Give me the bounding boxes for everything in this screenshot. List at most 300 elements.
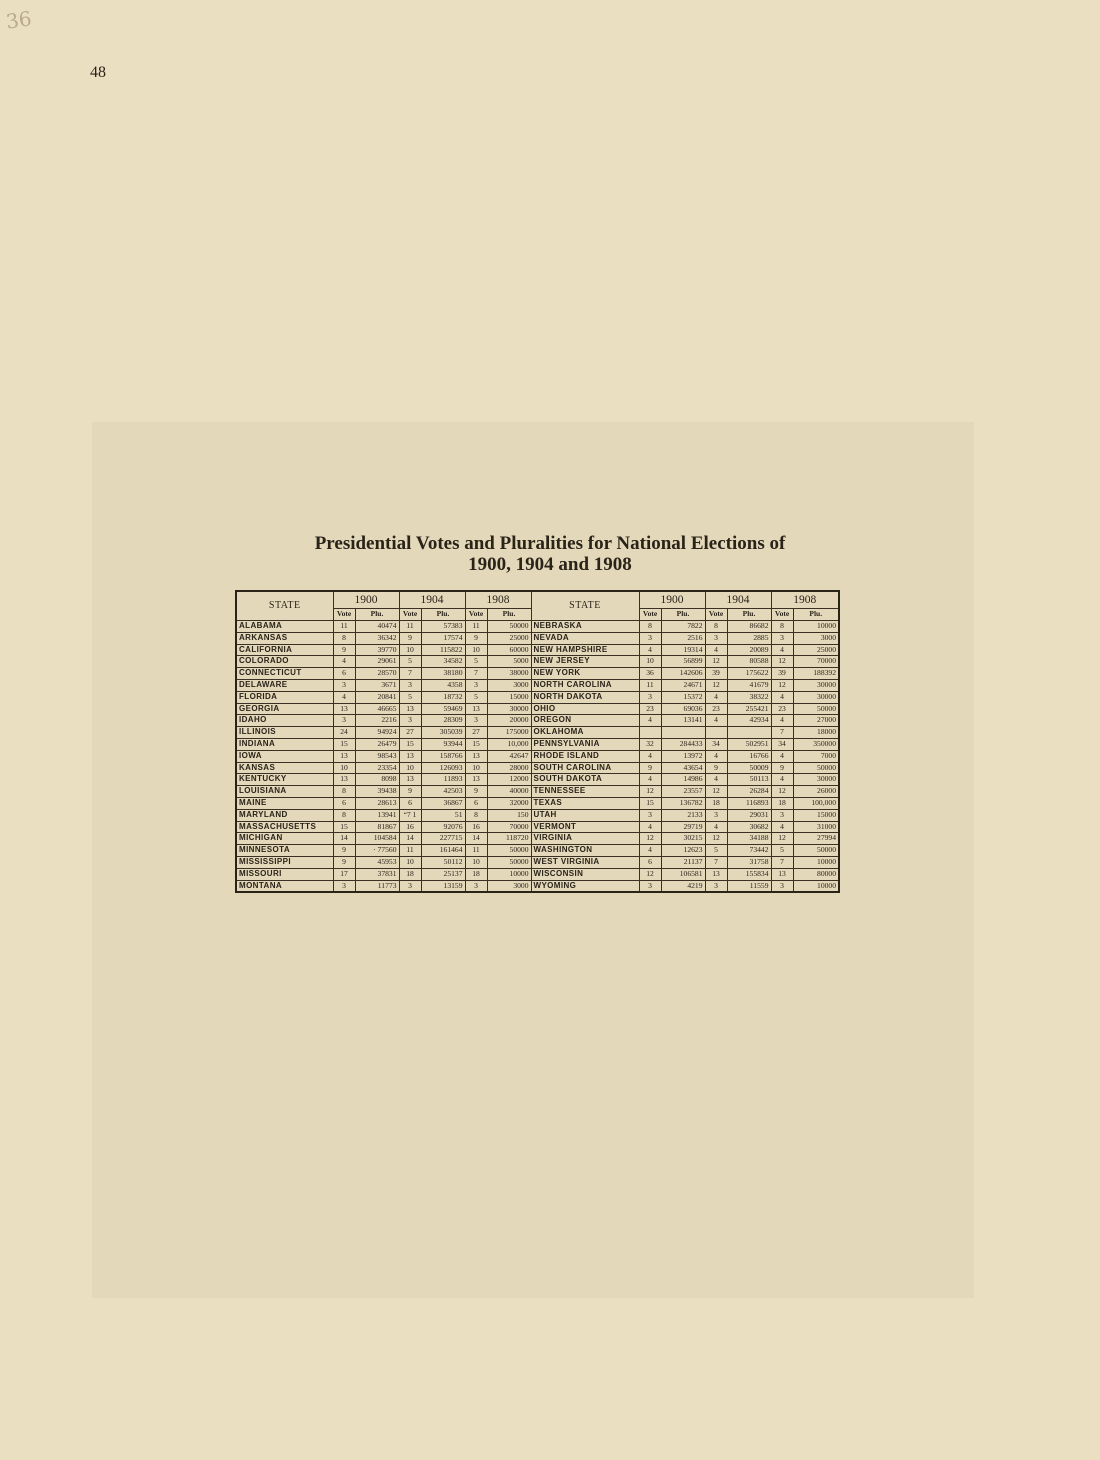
left-plu-cell: 18732 [421,691,465,703]
left-state-name: CALIFORNIA [236,644,333,656]
left-vote-cell: 3 [399,679,421,691]
right-state-name: UTAH [531,809,639,821]
right-plu-cell: 12623 [661,845,705,857]
right-vote-cell [639,727,661,739]
right-plu-cell: 15000 [793,809,839,821]
left-plu-cell: 4358 [421,679,465,691]
left-vote-cell: 14 [333,833,355,845]
left-vote-cell: 6 [465,797,487,809]
right-vote-cell: 4 [705,644,727,656]
right-plu-cell: 27000 [793,715,839,727]
left-vote-cell: 13 [333,774,355,786]
right-plu-cell: 10000 [793,880,839,892]
right-vote-cell: 3 [705,809,727,821]
table-row [236,621,839,633]
left-vote-cell: 14 [465,833,487,845]
left-vote-cell: 10 [399,856,421,868]
right-vote-cell: 11 [639,679,661,691]
left-state-name: IDAHO [236,715,333,727]
right-plu-cell: 38322 [727,691,771,703]
right-vote-cell: 5 [771,845,793,857]
right-plu-cell: 14986 [661,774,705,786]
left-vote-cell: 9 [333,845,355,857]
left-plu-cell: 70000 [487,821,531,833]
left-plu-cell: 50000 [487,845,531,857]
right-plu-cell: 350000 [793,738,839,750]
right-plu-cell: 23557 [661,786,705,798]
left-plu-cell: 118720 [487,833,531,845]
left-plu-cell: 25000 [487,632,531,644]
left-vote-cell: 16 [399,821,421,833]
right-vote-cell: 10 [639,656,661,668]
right-plu-cell: 116893 [727,797,771,809]
left-plu-cell: 10000 [487,868,531,880]
left-state-name: MISSOURI [236,868,333,880]
right-vote-cell: 4 [639,821,661,833]
right-plu-cell: 41679 [727,679,771,691]
right-plu-cell: 50000 [793,845,839,857]
left-vote-cell: 13 [465,774,487,786]
left-plu-cell: 81867 [355,821,399,833]
left-vote-cell: “7 1 [399,809,421,821]
right-vote-cell: 4 [639,715,661,727]
left-plu-cell: 20841 [355,691,399,703]
year-header-right-1900: 1900 [639,591,705,609]
left-plu-cell: 60000 [487,644,531,656]
table-row [236,668,839,680]
right-plu-cell: 42934 [727,715,771,727]
left-plu-cell: 3000 [487,880,531,892]
plu-header: Plu. [487,609,531,621]
right-vote-cell: 4 [705,774,727,786]
right-state-name: SOUTH DAKOTA [531,774,639,786]
left-vote-cell: 15 [399,738,421,750]
table-row [236,691,839,703]
left-plu-cell: 15000 [487,691,531,703]
left-plu-cell: 28000 [487,762,531,774]
right-plu-cell: 50000 [793,703,839,715]
right-plu-cell: 30215 [661,833,705,845]
left-vote-cell: 16 [465,821,487,833]
table-row [236,762,839,774]
table-row [236,809,839,821]
right-plu-cell: 70000 [793,656,839,668]
right-vote-cell: 4 [771,750,793,762]
table-row [236,880,839,892]
table-body [236,621,839,893]
left-plu-cell: 34582 [421,656,465,668]
left-vote-cell: 3 [465,679,487,691]
vote-header: Vote [465,609,487,621]
right-state-name: VERMONT [531,821,639,833]
left-plu-cell: 42503 [421,786,465,798]
year-header-right-1908: 1908 [771,591,839,609]
left-state-name: DELAWARE [236,679,333,691]
table-row [236,644,839,656]
left-plu-cell: 11893 [421,774,465,786]
left-plu-cell: 50000 [487,856,531,868]
right-plu-cell: 24671 [661,679,705,691]
right-plu-cell: 10000 [793,856,839,868]
right-vote-cell: 9 [639,762,661,774]
year-header-left-1900: 1900 [333,591,399,609]
year-header-right-1904: 1904 [705,591,771,609]
plu-header: Plu. [793,609,839,621]
right-vote-cell [705,727,727,739]
right-state-name: NEW YORK [531,668,639,680]
right-vote-cell: 9 [705,762,727,774]
left-plu-cell: 26479 [355,738,399,750]
left-plu-cell: 150 [487,809,531,821]
left-vote-cell: 5 [465,656,487,668]
right-vote-cell: 36 [639,668,661,680]
left-state-name: ILLINOIS [236,727,333,739]
left-state-name: IOWA [236,750,333,762]
page-number: 48 [90,64,106,81]
left-plu-cell: 92076 [421,821,465,833]
right-plu-cell: 16766 [727,750,771,762]
left-plu-cell: 175000 [487,727,531,739]
left-plu-cell: 93944 [421,738,465,750]
right-vote-cell: 8 [639,621,661,633]
vote-header: Vote [705,609,727,621]
left-state-name: MONTANA [236,880,333,892]
left-vote-cell: 24 [333,727,355,739]
left-vote-cell: 13 [333,703,355,715]
right-plu-cell: 29719 [661,821,705,833]
right-vote-cell: 4 [771,821,793,833]
plu-header: Plu. [355,609,399,621]
left-plu-cell: 57383 [421,621,465,633]
right-vote-cell: 4 [705,750,727,762]
right-plu-cell: 188392 [793,668,839,680]
right-plu-cell: 30682 [727,821,771,833]
right-vote-cell: 5 [705,845,727,857]
left-plu-cell: 28613 [355,797,399,809]
right-vote-cell: 23 [771,703,793,715]
right-vote-cell: 4 [705,821,727,833]
left-plu-cell: 13941 [355,809,399,821]
plu-header: Plu. [421,609,465,621]
left-vote-cell: 10 [465,856,487,868]
right-vote-cell: 6 [639,856,661,868]
right-vote-cell: 4 [639,644,661,656]
right-state-name: TENNESSEE [531,786,639,798]
left-vote-cell: 3 [333,679,355,691]
left-vote-cell: 6 [399,797,421,809]
left-vote-cell: 6 [333,797,355,809]
title-line-2: 1900, 1904 and 1908 [468,554,632,575]
right-vote-cell: 3 [705,632,727,644]
left-state-name: COLORADO [236,656,333,668]
left-vote-cell: 10 [399,762,421,774]
right-vote-cell: 39 [705,668,727,680]
right-plu-cell: 26000 [793,786,839,798]
left-plu-cell: 28309 [421,715,465,727]
right-plu-cell: 30000 [793,679,839,691]
left-plu-cell: 98543 [355,750,399,762]
left-plu-cell: 37831 [355,868,399,880]
table-row [236,656,839,668]
right-plu-cell: 2516 [661,632,705,644]
right-vote-cell: 12 [639,868,661,880]
left-plu-cell: 94924 [355,727,399,739]
right-plu-cell: 7822 [661,621,705,633]
year-header-left-1904: 1904 [399,591,465,609]
left-plu-cell: 42647 [487,750,531,762]
right-vote-cell: 23 [705,703,727,715]
right-vote-cell: 4 [639,845,661,857]
left-vote-cell: 3 [333,715,355,727]
right-vote-cell: 3 [771,632,793,644]
right-plu-cell: 142606 [661,668,705,680]
right-vote-cell: 3 [639,809,661,821]
left-vote-cell: 13 [399,774,421,786]
right-vote-cell: 4 [705,715,727,727]
right-state-name: OKLAHOMA [531,727,639,739]
left-vote-cell: 10 [333,762,355,774]
left-plu-cell: 5000 [487,656,531,668]
right-vote-cell: 12 [639,833,661,845]
left-state-name: ARKANSAS [236,632,333,644]
right-vote-cell: 12 [705,656,727,668]
left-plu-cell: 305039 [421,727,465,739]
right-plu-cell: 13972 [661,750,705,762]
right-vote-cell: 18 [705,797,727,809]
left-vote-cell: 15 [465,738,487,750]
left-state-name: KENTUCKY [236,774,333,786]
table-row [236,786,839,798]
plu-header: Plu. [727,609,771,621]
right-state-name: WYOMING [531,880,639,892]
table-row [236,774,839,786]
left-plu-cell: 10,000 [487,738,531,750]
right-state-name: NEW HAMPSHIRE [531,644,639,656]
left-state-name: MASSACHUSETTS [236,821,333,833]
left-plu-cell: 39438 [355,786,399,798]
table-header [236,591,839,621]
right-plu-cell: 25000 [793,644,839,656]
left-vote-cell: 18 [465,868,487,880]
left-vote-cell: 14 [399,833,421,845]
right-state-name: WEST VIRGINIA [531,856,639,868]
right-vote-cell: 3 [639,691,661,703]
left-vote-cell: 3 [465,880,487,892]
right-plu-cell: 7000 [793,750,839,762]
right-plu-cell: 50113 [727,774,771,786]
left-vote-cell: 11 [333,621,355,633]
left-state-name: LOUISIANA [236,786,333,798]
right-state-name: NEVADA [531,632,639,644]
vote-header: Vote [771,609,793,621]
right-vote-cell: 3 [771,809,793,821]
left-vote-cell: 11 [465,621,487,633]
right-vote-cell: 4 [771,691,793,703]
right-vote-cell: 8 [705,621,727,633]
left-plu-cell: 126093 [421,762,465,774]
left-vote-cell: 9 [333,856,355,868]
right-plu-cell: 18000 [793,727,839,739]
right-plu-cell: 73442 [727,845,771,857]
left-vote-cell: 11 [399,845,421,857]
left-vote-cell: 3 [399,880,421,892]
left-plu-cell: 51 [421,809,465,821]
left-vote-cell: 5 [399,691,421,703]
right-plu-cell [727,727,771,739]
left-vote-cell: 11 [399,621,421,633]
table-row [236,797,839,809]
left-vote-cell: 9 [399,786,421,798]
left-vote-cell: 9 [465,786,487,798]
left-plu-cell: 40474 [355,621,399,633]
table-row [236,727,839,739]
right-vote-cell: 12 [771,656,793,668]
left-plu-cell: 20000 [487,715,531,727]
right-state-name: OHIO [531,703,639,715]
right-state-name: OREGON [531,715,639,727]
right-vote-cell: 4 [705,691,727,703]
left-vote-cell: 7 [465,668,487,680]
right-state-name: RHODE ISLAND [531,750,639,762]
left-plu-cell: 36342 [355,632,399,644]
left-plu-cell: 59469 [421,703,465,715]
right-plu-cell: 255421 [727,703,771,715]
left-state-name: MINNESOTA [236,845,333,857]
right-plu-cell: 4219 [661,880,705,892]
left-plu-cell: 29061 [355,656,399,668]
left-vote-cell: 3 [399,715,421,727]
right-vote-cell: 3 [771,880,793,892]
right-vote-cell: 12 [639,786,661,798]
right-vote-cell: 12 [771,786,793,798]
left-plu-cell: 8098 [355,774,399,786]
right-state-name: SOUTH CAROLINA [531,762,639,774]
right-vote-cell: 4 [771,644,793,656]
left-vote-cell: 9 [333,644,355,656]
right-vote-cell: 12 [705,786,727,798]
right-state-name: WISCONSIN [531,868,639,880]
vote-header: Vote [333,609,355,621]
right-plu-cell: 31000 [793,821,839,833]
left-state-name: MARYLAND [236,809,333,821]
right-vote-cell: 32 [639,738,661,750]
left-vote-cell: 13 [399,750,421,762]
left-plu-cell: 13159 [421,880,465,892]
right-state-name: NORTH CAROLINA [531,679,639,691]
right-plu-cell: 29031 [727,809,771,821]
left-plu-cell: 40000 [487,786,531,798]
right-plu-cell: 136782 [661,797,705,809]
right-state-name: TEXAS [531,797,639,809]
right-vote-cell: 12 [705,679,727,691]
right-plu-cell: 10000 [793,621,839,633]
right-vote-cell: 8 [771,621,793,633]
left-plu-cell: 46665 [355,703,399,715]
left-plu-cell: 104584 [355,833,399,845]
left-state-name: MICHIGAN [236,833,333,845]
left-plu-cell: 32000 [487,797,531,809]
left-state-name: MAINE [236,797,333,809]
year-header-left-1908: 1908 [465,591,531,609]
left-vote-cell: 8 [333,632,355,644]
left-plu-cell: 25137 [421,868,465,880]
right-vote-cell: 34 [705,738,727,750]
right-plu-cell: 30000 [793,774,839,786]
right-plu-cell: 13141 [661,715,705,727]
left-plu-cell: 3000 [487,679,531,691]
left-plu-cell: 45953 [355,856,399,868]
right-vote-cell: 15 [639,797,661,809]
left-state-name: GEORGIA [236,703,333,715]
table-row [236,715,839,727]
right-state-name: NORTH DAKOTA [531,691,639,703]
right-plu-cell [661,727,705,739]
left-plu-cell: 30000 [487,703,531,715]
right-plu-cell: 502951 [727,738,771,750]
left-plu-cell: · 77560 [355,845,399,857]
left-vote-cell: 6 [333,668,355,680]
right-plu-cell: 43654 [661,762,705,774]
right-plu-cell: 69036 [661,703,705,715]
left-plu-cell: 3671 [355,679,399,691]
table-row [236,679,839,691]
left-vote-cell: 4 [333,656,355,668]
left-plu-cell: 12000 [487,774,531,786]
left-vote-cell: 5 [465,691,487,703]
left-vote-cell: 15 [333,738,355,750]
vote-header: Vote [639,609,661,621]
left-plu-cell: 17574 [421,632,465,644]
table-row [236,738,839,750]
left-vote-cell: 10 [465,762,487,774]
right-state-name: VIRGINIA [531,833,639,845]
handwritten-corner-mark: 36 [4,6,33,34]
left-vote-cell: 5 [399,656,421,668]
right-vote-cell: 4 [639,774,661,786]
left-vote-cell: 13 [333,750,355,762]
right-plu-cell: 31758 [727,856,771,868]
left-plu-cell: 36867 [421,797,465,809]
left-vote-cell: 4 [333,691,355,703]
left-vote-cell: 3 [465,715,487,727]
right-plu-cell: 56899 [661,656,705,668]
right-vote-cell: 4 [771,774,793,786]
right-vote-cell: 12 [771,833,793,845]
right-plu-cell: 2885 [727,632,771,644]
table-row [236,632,839,644]
table-row [236,845,839,857]
table-title [0,533,1100,575]
left-plu-cell: 39770 [355,644,399,656]
left-vote-cell: 7 [399,668,421,680]
left-vote-cell: 15 [333,821,355,833]
left-state-name: INDIANA [236,738,333,750]
state-header-right: STATE [531,591,639,621]
left-vote-cell: 13 [399,703,421,715]
right-vote-cell: 3 [639,880,661,892]
left-vote-cell: 13 [465,750,487,762]
right-plu-cell: 26284 [727,786,771,798]
right-state-name: PENNSYLVANIA [531,738,639,750]
right-vote-cell: 12 [771,679,793,691]
right-plu-cell: 100,000 [793,797,839,809]
left-vote-cell: 10 [465,644,487,656]
left-vote-cell: 18 [399,868,421,880]
right-state-name: WASHINGTON [531,845,639,857]
left-plu-cell: 227715 [421,833,465,845]
table-row [236,821,839,833]
left-plu-cell: 38000 [487,668,531,680]
